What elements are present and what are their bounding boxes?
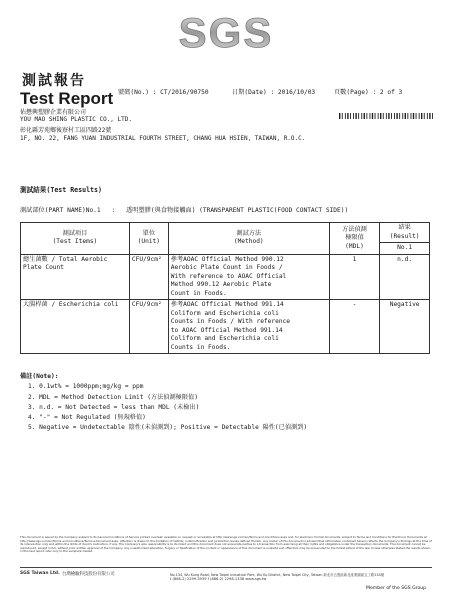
header-mdl-2: 極限值 [345,234,364,241]
table-row [21,300,430,354]
note-item: 5. Negative = Undetectable 陰性(未偵測到); Positive = Detectable 陽性(已偵測到) [28,424,308,432]
header-item-cn: 測試項目 [62,229,88,237]
barcode-bar [402,113,403,119]
header-method-cn: 測試方法 [236,229,262,237]
barcode-bar [391,113,392,119]
header-unit-cn: 單位 [142,229,156,237]
results-table [20,222,430,354]
client-name-cn: 佑懋興塑膠企業有限公司 [20,109,87,116]
method-line: Count in Foods. [170,289,227,297]
client-address-cn: 彰化縣芳苑鄉後寮村工區四路22號 [20,127,112,134]
barcode-bar [355,113,356,119]
method-line: 參考AOAC Official Method 990.12 [170,255,284,263]
title-english: Test Report [20,89,114,108]
header-unit-en: (Unit) [137,238,161,246]
footer-company: SGS Taiwan Ltd. [20,571,60,576]
method-line: Aerobic Plate Count in Foods / [170,264,283,271]
header-result [380,223,430,243]
header-test-items [21,223,130,255]
barcode-bar [372,113,373,119]
barcode-bar [342,113,343,119]
notes-section [20,372,307,434]
barcode-bar [396,113,397,119]
barcode-bar [419,113,420,119]
header-mdl [329,223,380,255]
cell-method [168,300,329,354]
header-mdl-1: 方法偵測 [342,225,367,233]
svg-text:SGS: SGS [178,10,274,54]
cell-unit: CFU/9cm² [129,254,168,300]
table-row [21,254,430,300]
cell-result: Negative [380,300,430,354]
header-sample-no: No.1 [380,243,430,255]
barcode [339,113,435,119]
barcode-bar [432,113,433,119]
client-name-en: YOU MAO SHING PLASTIC CO., LTD. [20,116,132,123]
barcode-bar [353,113,354,119]
barcode-bar [339,113,340,119]
barcode-bar [358,113,359,119]
section-title: 測試結果(Test Results) [20,186,102,194]
note-item: 1. 0.1wt% = 1000ppm;mg/kg = ppm [28,383,144,391]
barcode-bar [411,113,412,119]
barcode-bar [380,113,381,119]
cell-method [168,254,329,300]
barcode-bar [350,113,351,119]
barcode-bar [383,113,384,119]
barcode-bar [429,113,430,119]
barcode-bar [405,113,406,119]
header-result-cn: 結果 [398,224,411,231]
footer-company-cn: 台灣檢驗科技股份有限公司 [62,572,115,577]
method-line: Counts in Foods. [170,343,231,351]
barcode-bar [375,113,376,119]
barcode-bar [407,113,408,119]
cell-result: n.d. [380,254,430,300]
barcode-bar [361,113,362,119]
footer-address: No.134, Wu Kung Road, New Taipei Industrial Park, Wu Ku District, New Taipei City, Taiwan 新北市五股區新北產業園區五工路134號 [170,573,385,577]
footer-divider [20,567,432,568]
barcode-bar [370,113,371,119]
barcode-bar [416,113,417,119]
method-line: Method 990.12 Aerobic Plate [170,281,272,288]
barcode-bar [421,113,422,119]
notes-heading: 備註(Note): [20,373,59,380]
part-name-value: 透明塑膠(與食物接觸面) (TRANSPARENT PLASTIC(FOOD CONTACT SIDE)) [126,207,349,214]
table-header-row [21,223,430,243]
disclaimer-text: This document is issued by the Company subject to its General Conditions of Service printed overleaf, available on request or accessible at http://www.sgs.com/en/Terms-and-Conditions.aspx and, for electronic format documents, subject to Terms and Conditions for Electronic Documents at http://www.sgs.com/en/Terms-and-Conditions/Terms-e-Document.aspx. Attention is drawn to the limitation of liability, indemnification and jurisdiction issues defined therein. Any holder of this document is advised that information contained hereon reflects the Company's findings at the time of its intervention only and within the limits of client's instruction, if any. The Company's sole responsibility is to its Client and this document does not exonerate parties to a transaction from exercising all their rights and obligations under the transaction documents. This document cannot be reproduced, except in full, without prior written approval of the Company. Any unauthorized alteration, forgery or falsification of the content or appearance of this document is unlawful and offenders may be prosecuted to the fullest extent of the law. Unless otherwise stated the results shown in this test report refer only to the sample(s) tested. [20,535,432,554]
barcode-bar [345,113,346,119]
cell-unit: CFU/9cm² [129,300,168,354]
page-number: 頁數(Page) : 2 of 3 [334,89,403,96]
part-name-label: 測試部位(PART NAME)No.1 [20,207,101,214]
client-address-en: 1F, NO. 22, FANG YUAN INDUSTRIAL FOURTH STREET, CHANG HUA HSIEN, TAIWAN, R.O.C. [20,135,306,142]
barcode-bar [413,113,414,119]
barcode-bar [364,113,365,119]
header-method-en: (Method) [233,238,264,246]
method-line: Coliform and Escherichia coli [170,309,279,317]
report-date: 日期(Date) : 2016/10/03 [232,89,316,96]
note-item: 4. "-" = Not Regulated (無規格值) [28,414,146,422]
cell-mdl: 1 [329,254,380,300]
method-line: Counts in Foods / With reference [170,318,291,325]
method-line: 參考AOAC Official Method 991.14 [170,301,284,308]
method-line: Coliform and Escherichia coli [170,335,279,342]
note-item: 2. MDL = Method Detection Limit (方法偵測極限值) [28,393,198,401]
barcode-bar [378,113,379,119]
header-method [168,223,329,255]
part-name-colon: : [111,207,116,214]
note-item: 3. n.d. = Not Detected = less than MDL (未檢出) [28,403,200,411]
header-result-en: (Result) [389,232,420,240]
method-line: With reference to AOAC Official [170,272,287,280]
header-item-en: (Test Items) [52,238,98,246]
cell-item: 總生菌數 / Total Aerobic Plate Count [21,254,130,300]
report-number: 號碼(No.) : CT/2016/90750 [118,89,209,96]
title-chinese: 測試報告 [22,73,86,89]
header-unit [129,223,168,255]
cell-item: 大腸桿菌 / Escherichia coli [21,300,130,354]
barcode-bar [386,113,387,119]
barcode-bar [427,113,428,119]
cell-mdl: - [329,300,380,354]
barcode-bar [366,113,367,119]
barcode-bar [394,113,395,119]
part-name [20,205,348,214]
sgs-logo [168,10,284,54]
header-mdl-3: (MDL) [345,242,364,250]
barcode-bar [399,113,400,119]
footer-phone: t (886-2) 2299-3939 f (886-2) 2298-1338 www.sgs.tw [170,577,267,581]
barcode-bar [388,113,389,119]
barcode-bar [347,113,348,119]
footer-member: Member of the SGS Group [366,586,427,591]
method-line: to AOAC Official Method 991.14 [170,326,283,334]
barcode-bar [424,113,425,119]
